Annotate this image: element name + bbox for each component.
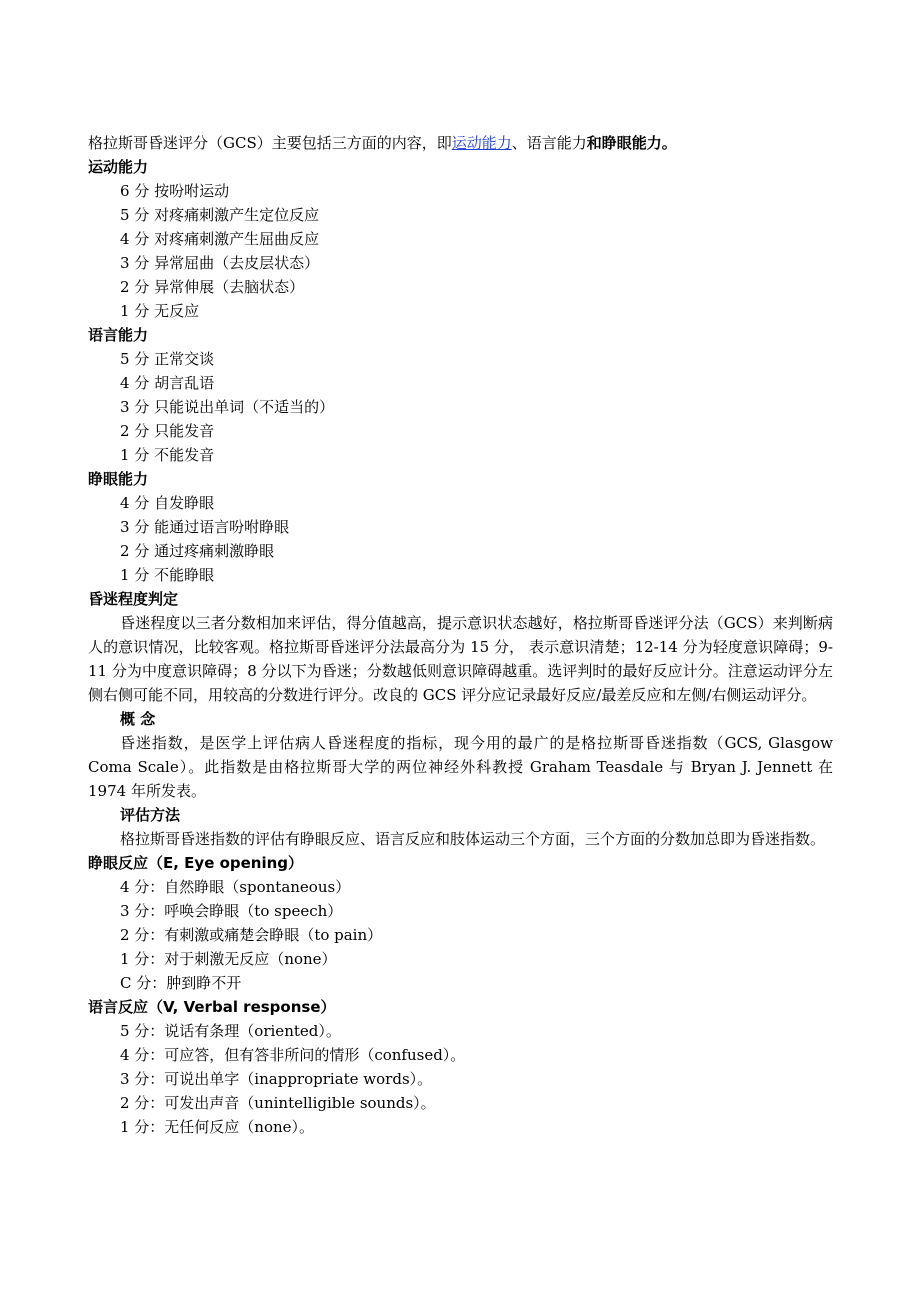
verbal-heading: 语言能力 xyxy=(88,326,149,344)
method-paragraph: 格拉斯哥昏迷指数的评估有睁眼反应、语言反应和肢体运动三个方面，三个方面的分数加总即为昏迷指数。 xyxy=(120,830,826,848)
eye-response-item: 4 分：自然睁眼（spontaneous） xyxy=(120,878,351,896)
verbal-score-item: 5 分 正常交谈 xyxy=(120,350,215,368)
verbal-list xyxy=(88,347,833,467)
concept-paragraph: 昏迷指数，是医学上评估病人昏迷程度的指标，现今用的最广的是格拉斯哥昏迷指数（GCS, Glasgow Coma Scale）。此指数是由格拉斯哥大学的两位神经外科教授 Graham Teasdale 与 Bryan J. Jennett 在 1974 年所发表。 xyxy=(88,734,833,800)
verbal-response-item: 1 分：无任何反应（none）。 xyxy=(120,1118,315,1136)
method-heading: 评估方法 xyxy=(120,806,181,824)
motor-score-item: 4 分 对疼痛刺激产生屈曲反应 xyxy=(120,230,320,248)
motor-list xyxy=(88,179,833,323)
verbal-response-heading: 语言反应（V, Verbal response） xyxy=(88,998,336,1016)
eye-response-item: 3 分：呼唤会睁眼（to speech） xyxy=(120,902,343,920)
verbal-score-item: 1 分 不能发音 xyxy=(120,446,215,464)
coma-paragraph: 昏迷程度以三者分数相加来评估，得分值越高，提示意识状态越好，格拉斯哥昏迷评分法（GCS）来判断病人的意识情况，比较客观。格拉斯哥昏迷评分法最高分为 15 分， 表示意识清楚；12-14 分为轻度意识障碍；9-11 分为中度意识障碍；8 分以下为昏迷；分数越低则意识障碍越重。选评判时的最好反应计分。注意运动评分左侧右侧可能不同，用较高的分数进行评分。改良的 GCS 评分应记录最好反应/最差反应和左侧/右侧运动评分。 xyxy=(88,614,833,704)
motor-score-item: 6 分 按吩咐运动 xyxy=(120,182,230,200)
coma-heading: 昏迷程度判定 xyxy=(88,590,179,608)
eye-score-item: 4 分 自发睁眼 xyxy=(120,494,215,512)
motor-score-item: 1 分 无反应 xyxy=(120,302,200,320)
motor-score-item: 5 分 对疼痛刺激产生定位反应 xyxy=(120,206,320,224)
verbal-response-list xyxy=(88,1019,833,1139)
eye-score-item: 2 分 通过疼痛刺激睁眼 xyxy=(120,542,275,560)
verbal-response-item: 2 分：可发出声音（unintelligible sounds）。 xyxy=(120,1094,436,1112)
eye-response-item: C 分：肿到睁不开 xyxy=(120,974,242,992)
motor-score-item: 3 分 异常屈曲（去皮层状态） xyxy=(120,254,320,272)
verbal-response-item: 3 分：可说出单字（inappropriate words）。 xyxy=(120,1070,433,1088)
verbal-response-item: 4 分：可应答，但有答非所问的情形（confused）。 xyxy=(120,1046,466,1064)
concept-heading: 概 念 xyxy=(120,710,156,728)
eye-response-item: 2 分：有刺激或痛楚会睁眼（to pain） xyxy=(120,926,383,944)
intro-bold: 和睁眼能力。 xyxy=(586,134,677,152)
eye-response-list xyxy=(88,875,833,995)
motor-link[interactable]: 运动能力 xyxy=(451,134,512,152)
eye-list xyxy=(88,491,833,587)
intro-text: 格拉斯哥昏迷评分（GCS）主要包括三方面的内容，即 xyxy=(88,134,452,152)
eye-response-item: 1 分：对于刺激无反应（none） xyxy=(120,950,337,968)
verbal-score-item: 3 分 只能说出单词（不适当的） xyxy=(120,398,335,416)
verbal-score-item: 2 分 只能发音 xyxy=(120,422,215,440)
intro-middle: 、语言能力 xyxy=(511,134,587,152)
eye-score-item: 3 分 能通过语言吩咐睁眼 xyxy=(120,518,290,536)
eye-response-heading: 睁眼反应（E, Eye opening） xyxy=(88,854,304,872)
verbal-response-item: 5 分：说话有条理（oriented）。 xyxy=(120,1022,341,1040)
motor-score-item: 2 分 异常伸展（去脑状态） xyxy=(120,278,305,296)
motor-heading: 运动能力 xyxy=(88,158,149,176)
intro-line xyxy=(88,131,833,155)
eye-score-item: 1 分 不能睁眼 xyxy=(120,566,215,584)
eye-heading: 睁眼能力 xyxy=(88,470,149,488)
document-body xyxy=(88,131,833,1139)
verbal-score-item: 4 分 胡言乱语 xyxy=(120,374,215,392)
